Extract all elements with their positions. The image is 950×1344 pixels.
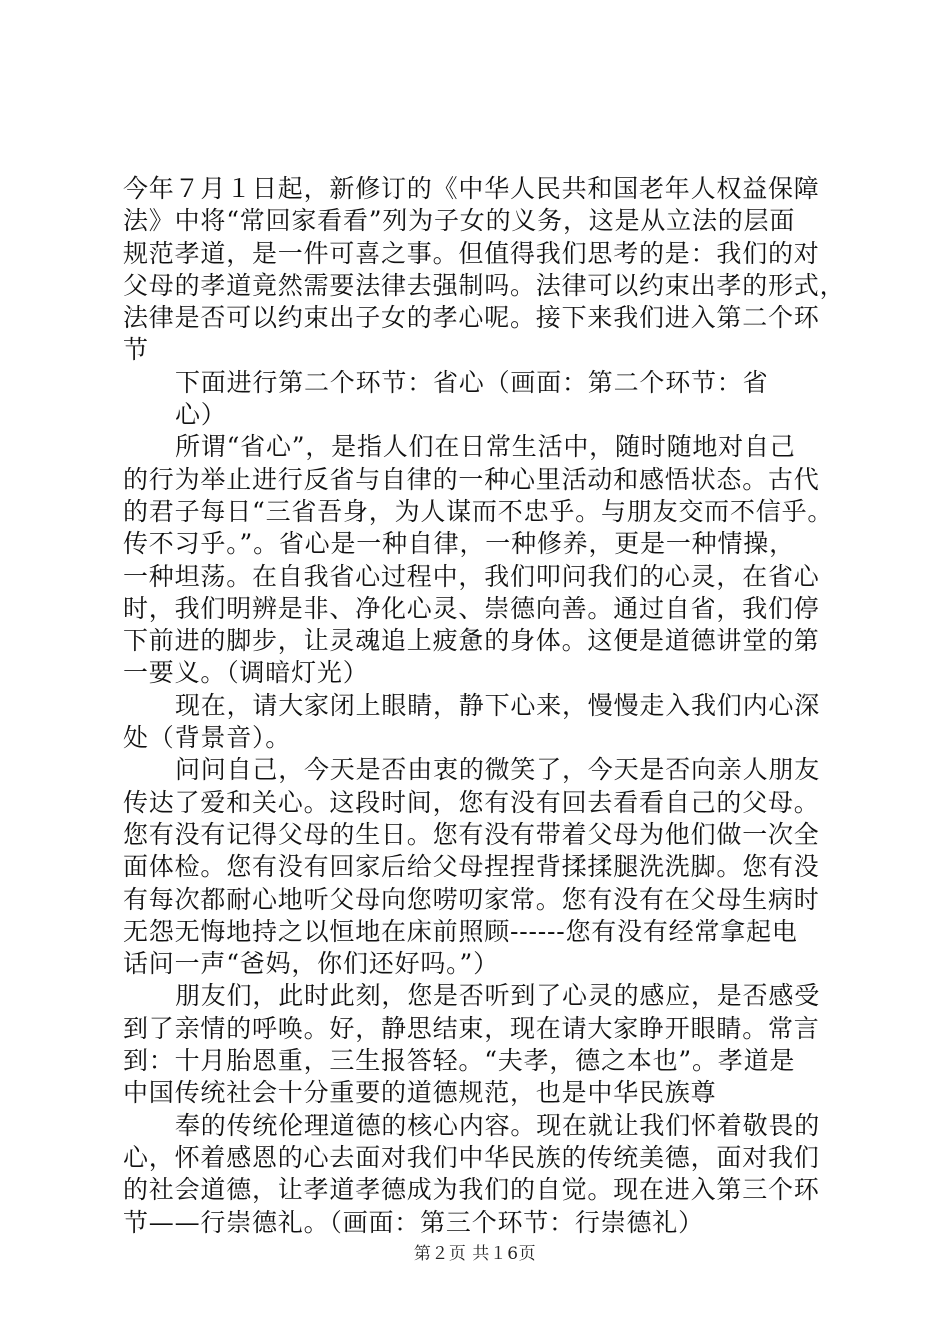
text-line: 下面进行第二个环节：省心（画面：第二个环节：省 bbox=[175, 367, 769, 397]
page-number-footer: 第２页 共１6页 bbox=[413, 1244, 537, 1264]
text-line: 有每次都耐心地听父母向您唠叨家常。您有没有在父母生病时 bbox=[123, 884, 820, 914]
text-line: 的社会道德，让孝道孝德成为我们的自觉。现在进入第三个环 bbox=[123, 1175, 820, 1205]
text-line: 时，我们明辨是非、净化心灵、崇德向善。通过自省，我们停 bbox=[123, 593, 820, 623]
text-line: 朋友们，此时此刻，您是否听到了心灵的感应，是否感受 bbox=[175, 981, 821, 1011]
text-line: 心，怀着感恩的心去面对我们中华民族的传统美德，面对我们 bbox=[123, 1142, 820, 1172]
text-line: 的行为举止进行反省与自律的一种心里活动和感悟状态。古代 bbox=[123, 464, 820, 494]
text-line: 下前进的脚步，让灵魂追上疲惫的身体。这便是道德讲堂的第 bbox=[123, 626, 820, 656]
text-line: 父母的孝道竟然需要法律去强制吗。法律可以约束出孝的形式， bbox=[123, 270, 846, 300]
text-line: 您有没有记得父母的生日。您有没有带着父母为他们做一次全 bbox=[123, 819, 820, 849]
text-line: 的君子每日“三省吾身，为人谋而不忠乎。与朋友交而不信乎。 bbox=[123, 496, 834, 526]
text-line: 法》中将“常回家看看”列为子女的义务，这是从立法的层面 bbox=[123, 206, 796, 236]
text-line: 到：十月胎恩重，三生报答轻。“夫孝，德之本也”。孝道是 bbox=[123, 1046, 796, 1076]
body-text bbox=[123, 173, 846, 1239]
text-line: 传不习乎。”。省心是一种自律，一种修养，更是一种情操， bbox=[123, 529, 795, 559]
text-line: 一种坦荡。在自我省心过程中，我们叩问我们的心灵，在省心 bbox=[123, 561, 820, 591]
text-line: 奉的传统伦理道德的核心内容。现在就让我们怀着敬畏的 bbox=[175, 1110, 821, 1140]
text-line: 节 bbox=[123, 335, 149, 365]
text-line: 现在，请大家闭上眼睛，静下心来，慢慢走入我们内心深 bbox=[175, 690, 821, 720]
text-line: 到了亲情的呼唤。好，静思结束，现在请大家睁开眼睛。常言 bbox=[123, 1013, 820, 1043]
text-line: 规范孝道，是一件可喜之事。但值得我们思考的是：我们的对 bbox=[123, 238, 820, 268]
text-line: 处（背景音）。 bbox=[123, 723, 292, 753]
text-line: 节——行崇德礼。（画面：第三个环节：行崇德礼） bbox=[123, 1207, 704, 1237]
text-line: 传达了爱和关心。这段时间，您有没有回去看看自己的父母。 bbox=[123, 787, 820, 817]
text-line: 话问一声“爸妈，你们还好吗。”） bbox=[123, 949, 499, 979]
text-line: 中国传统社会十分重要的道德规范，也是中华民族尊 bbox=[123, 1078, 717, 1108]
text-line: 心） bbox=[175, 400, 227, 430]
text-line: 面体检。您有没有回家后给父母捏捏背揉揉腿洗洗脚。您有没 bbox=[123, 852, 820, 882]
text-line: 无怨无悔地持之以恒地在床前照顾------您有没有经常拿起电 bbox=[123, 916, 798, 946]
text-line: 所谓“省心”，是指人们在日常生活中，随时随地对自己 bbox=[175, 432, 796, 462]
text-line: 问问自己，今天是否由衷的微笑了，今天是否向亲人朋友 bbox=[175, 755, 821, 785]
text-line: 一要义。（调暗灯光） bbox=[123, 658, 369, 688]
text-line: 今年７月１日起，新修订的《中华人民共和国老年人权益保障 bbox=[123, 174, 820, 203]
text-line: 法律是否可以约束出子女的孝心呢。接下来我们进入第二个环 bbox=[123, 303, 820, 333]
